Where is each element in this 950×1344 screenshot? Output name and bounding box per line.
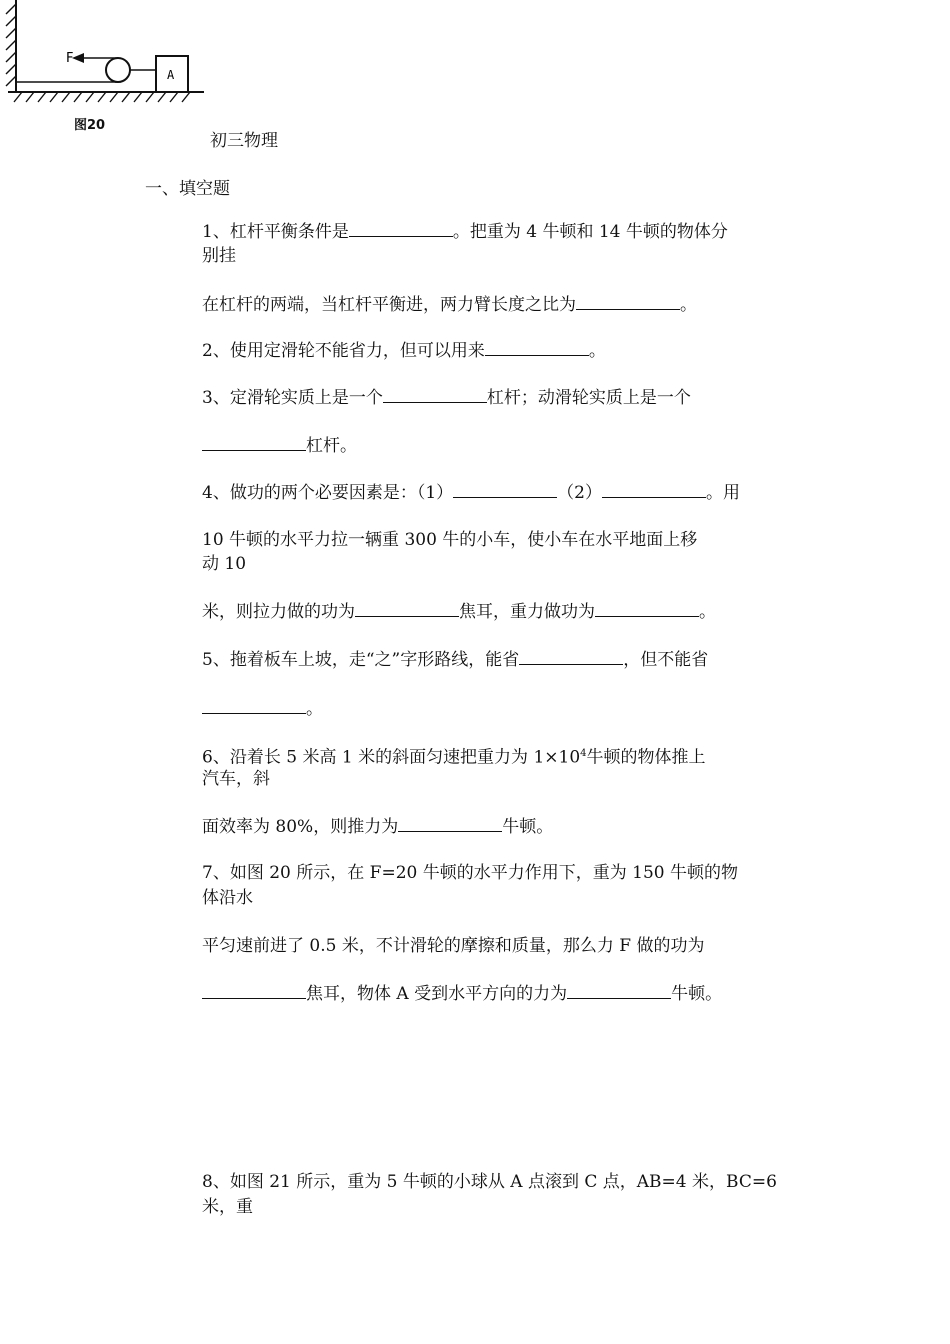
q4-text-e: 焦耳，重力做功为 [459, 602, 595, 622]
q4-text-b: （2） [557, 483, 602, 503]
q7-line-3: 平匀速前进了 0.5 米，不计滑轮的摩擦和质量，那么力 F 做的功为 [202, 936, 705, 956]
answer-blank [202, 434, 306, 451]
q8-line-1: 8、如图 21 所示，重为 5 牛顿的小球从 A 点滚到 C 点，AB=4 米，BC=6 [202, 1172, 777, 1192]
wall-hatching [6, 4, 16, 86]
answer-blank [349, 220, 453, 237]
q7-text-b: 牛顿。 [671, 984, 723, 1004]
q1-text-a: 1、杠杆平衡条件是 [202, 222, 349, 242]
q7-text-a: 焦耳，物体 A 受到水平方向的力为 [306, 984, 568, 1004]
answer-blank [202, 982, 306, 999]
q1-line-3 [202, 293, 697, 317]
q1-text-d: 。 [680, 295, 697, 315]
block-label: A [167, 68, 175, 82]
q6-line-3 [202, 815, 553, 839]
ground-hatching [14, 92, 190, 102]
q5-text-c: 。 [306, 699, 323, 719]
answer-blank [602, 481, 706, 498]
answer-blank [595, 600, 699, 617]
figure-20 [0, 0, 220, 135]
figure-caption: 图20 [74, 118, 106, 133]
q5-line-1 [202, 648, 708, 672]
answer-blank [576, 293, 680, 310]
page-title: 初三物理 [210, 131, 278, 151]
q4-text-a: 4、做功的两个必要因素是：（1） [202, 483, 454, 503]
q7-line-1: 7、如图 20 所示，在 F=20 牛顿的水平力作用下，重为 150 牛顿的物 [202, 863, 738, 883]
q6-exponent: 4 [580, 748, 587, 759]
answer-blank [202, 697, 306, 714]
q3-line-2 [202, 434, 357, 458]
q3-text-c: 杠杆。 [306, 436, 357, 456]
answer-blank [383, 386, 487, 403]
q6-line-2: 汽车，斜 [202, 769, 270, 789]
q1-text-c: 在杠杆的两端，当杠杆平衡进，两力臂长度之比为 [202, 295, 576, 315]
q4-line-2: 10 牛顿的水平力拉一辆重 300 牛的小车，使小车在水平地面上移 [202, 530, 698, 550]
q6-text-b: 牛顿的物体推上 [586, 747, 706, 768]
pulley-diagram [0, 0, 220, 115]
q1-text-b: 。把重为 4 牛顿和 14 牛顿的物体分 [452, 222, 728, 242]
q3-line-1 [202, 386, 691, 410]
answer-blank [485, 339, 589, 356]
q4-text-d: 米，则拉力做的功为 [202, 602, 355, 622]
q4-text-c: 。用 [705, 483, 740, 503]
answer-blank [355, 600, 459, 617]
answer-blank [567, 982, 671, 999]
q1-line-2: 别挂 [202, 246, 236, 266]
q4-line-1 [202, 481, 740, 505]
force-label: F [66, 51, 74, 66]
q6-text-c: 面效率为 80%，则推力为 [202, 817, 399, 837]
q1-line-1 [202, 220, 728, 244]
q4-text-f: 。 [699, 602, 716, 622]
force-arrow-icon [72, 53, 84, 63]
q2-text-a: 2、使用定滑轮不能省力，但可以用来 [202, 341, 485, 361]
q6-text-a: 6、沿着长 5 米高 1 米的斜面匀速把重力为 1×10 [202, 747, 581, 768]
answer-blank [453, 481, 557, 498]
q7-line-2: 体沿水 [202, 888, 253, 908]
q8-line-2: 米，重 [202, 1197, 253, 1217]
q3-text-b: 杠杆；动滑轮实质上是一个 [486, 388, 691, 408]
answer-blank [398, 815, 502, 832]
q7-line-4 [202, 982, 722, 1006]
q2-text-b: 。 [588, 341, 606, 361]
answer-blank [519, 648, 623, 665]
q2-line [202, 339, 606, 363]
q5-text-b: ，但不能省 [623, 650, 709, 670]
q4-line-4 [202, 600, 716, 624]
q6-line-1 [202, 742, 706, 770]
q5-line-2 [202, 697, 323, 721]
pulley [106, 58, 130, 82]
q6-text-d: 牛顿。 [502, 817, 554, 837]
q3-text-a: 3、定滑轮实质上是一个 [202, 388, 383, 408]
q5-text-a: 5、拖着板车上坡，走“之”字形路线，能省 [202, 650, 520, 670]
q4-line-3: 动 10 [202, 554, 247, 574]
section-heading: 一、填空题 [145, 179, 230, 199]
